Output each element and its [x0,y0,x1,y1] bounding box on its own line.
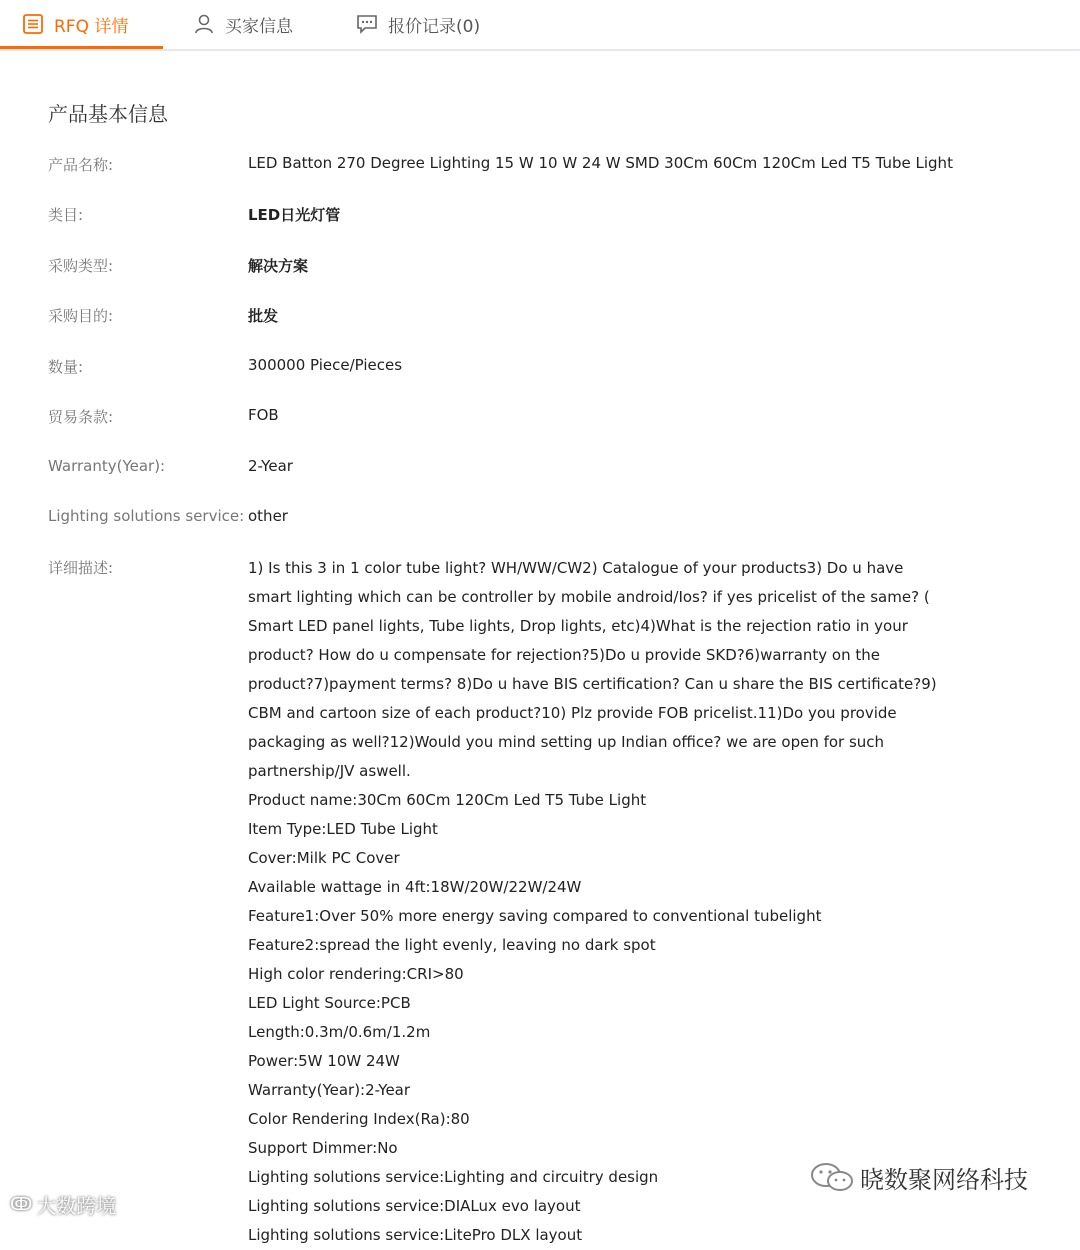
watermark-right-text: 晓数聚网络科技 [860,1166,1028,1194]
field-value-lighting-service: other [248,507,288,525]
wechat-icon [810,1162,854,1194]
description-line: Lighting solutions service:Lighting and circuitry design [248,1168,659,1186]
tab-label: 买家信息 [225,16,293,37]
field-value-purchase-type: 解决方案 [248,257,309,275]
section-title: 产品基本信息 [48,102,168,126]
description-line: Length:0.3m/0.6m/1.2m [248,1023,431,1041]
description-line: Item Type:LED Tube Light [248,820,438,838]
field-value-quantity: 300000 Piece/Pieces [248,356,403,374]
field-label-description: 详细描述: [48,559,114,577]
tab-quote-records[interactable] [356,0,480,48]
active-tab-indicator [0,46,163,49]
chat-icon [356,13,378,35]
description-text [248,554,948,1250]
description-line: Lighting solutions service:DIALux evo layout [248,1197,581,1215]
description-line: Warranty(Year):2-Year [248,1081,411,1099]
description-line: LED Light Source:PCB [248,994,411,1012]
field-label-warranty: Warranty(Year): [48,457,166,475]
description-line: High color rendering:CRI>80 [248,965,464,983]
description-line: Feature2:spread the light evenly, leaving no dark spot [248,936,656,954]
description-line: Power:5W 10W 24W [248,1052,400,1070]
field-label-trade-terms: 贸易条款: [48,408,114,426]
watermark-left-text: 大数跨境 [36,1194,117,1218]
description-line: Available wattage in 4ft:18W/20W/22W/24W [248,878,582,896]
description-line: Product name:30Cm 60Cm 120Cm Led T5 Tube Light [248,791,647,809]
description-intro: 1) Is this 3 in 1 color tube light? WH/WW/CW2) Catalogue of your products3) Do u have smart lighting which can be controller by mobile android/Ios? if yes pricelist of the same? ( Smart LED panel lights, Tube lights, Drop lights, etc)4)What is the rejection ratio in your product? How do u compensate for rejection?5)Do u provide SKD?6)warranty on the product?7)payment terms? 8)Do u have BIS certification? Can u share the BIS certificate?9) CBM and cartoon size of each product?10) Plz provide FOB pricelist.11)Do you provide packaging as well?12)Would you mind setting up Indian office? we are open for such partnership/JV aswell. [248,559,937,780]
field-value-product-name: LED Batton 270 Degree Lighting 15 W 10 W 24 W SMD 30Cm 60Cm 120Cm Led T5 Tube Light [248,154,953,172]
description-line: Color Rendering Index(Ra):80 [248,1110,470,1128]
field-value-purchase-purpose: 批发 [248,307,279,325]
watermark-logo-icon: ↂ [10,1194,33,1215]
watermark-right [810,1160,1028,1195]
description-line: Lighting solutions service:LitePro DLX layout [248,1226,583,1244]
field-value-category: LED日光灯管 [248,206,341,224]
description-line: Cover:Milk PC Cover [248,849,400,867]
tab-bar [0,0,1080,51]
field-label-category: 类目: [48,206,84,224]
watermark-left [10,1190,116,1219]
tab-buyer-info[interactable] [193,0,293,48]
description-line: Support Dimmer:No [248,1139,398,1157]
field-label-purchase-purpose: 采购目的: [48,307,114,325]
list-icon [22,13,44,35]
field-value-trade-terms: FOB [248,406,279,424]
tab-label: 报价记录(0) [388,16,481,37]
field-label-lighting-service: Lighting solutions service: [48,507,245,525]
tab-label: RFQ 详情 [54,16,129,37]
tab-rfq-details[interactable] [22,0,128,48]
field-value-warranty: 2-Year [248,457,293,475]
field-label-quantity: 数量: [48,358,84,376]
user-icon [193,13,215,35]
field-label-purchase-type: 采购类型: [48,257,114,275]
field-label-product-name: 产品名称: [48,156,114,174]
description-line: Feature1:Over 50% more energy saving compared to conventional tubelight [248,907,822,925]
